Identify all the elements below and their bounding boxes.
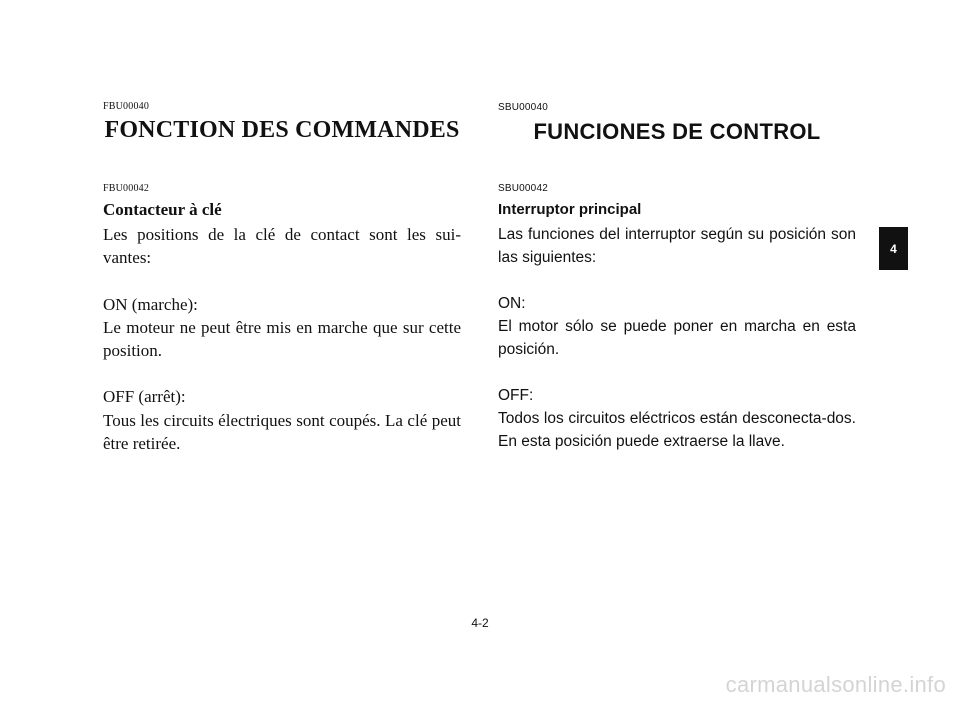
off-label: OFF:: [498, 387, 534, 404]
on-label: ON:: [498, 295, 526, 312]
off-description: Tous les circuits électriques sont coupés. La clé peut être retirée.: [103, 411, 461, 453]
on-description: Le moteur ne peut être mis en marche que sur cette position.: [103, 318, 461, 360]
off-label: OFF (arrêt):: [103, 387, 186, 406]
on-label: ON (marche):: [103, 295, 198, 314]
subsection-code: SBU00042: [498, 183, 548, 194]
subsection-title: Interruptor principal: [498, 201, 642, 218]
intro-paragraph: Les positions de la clé de contact sont les sui-vantes:: [103, 225, 461, 267]
section-title: FONCTION DES COMMANDES: [104, 117, 460, 143]
watermark: carmanualsonline.info: [725, 672, 946, 697]
on-description: El motor sólo se puede poner en marcha en esta posición.: [498, 318, 856, 358]
section-code: SBU00040: [498, 102, 548, 113]
section-code: FBU00040: [103, 101, 150, 112]
page-number: 4-2: [471, 616, 489, 630]
off-description: Todos los circuitos eléctricos están desconecta-dos. En esta posición puede extraerse la llave.: [498, 410, 856, 450]
chapter-tab: 4: [879, 227, 908, 270]
intro-paragraph: Las funciones del interruptor según su posición son las siguientes:: [498, 226, 856, 266]
subsection-title: Contacteur à clé: [103, 200, 222, 219]
subsection-code: FBU00042: [103, 183, 150, 194]
section-title: FUNCIONES DE CONTROL: [533, 119, 821, 144]
